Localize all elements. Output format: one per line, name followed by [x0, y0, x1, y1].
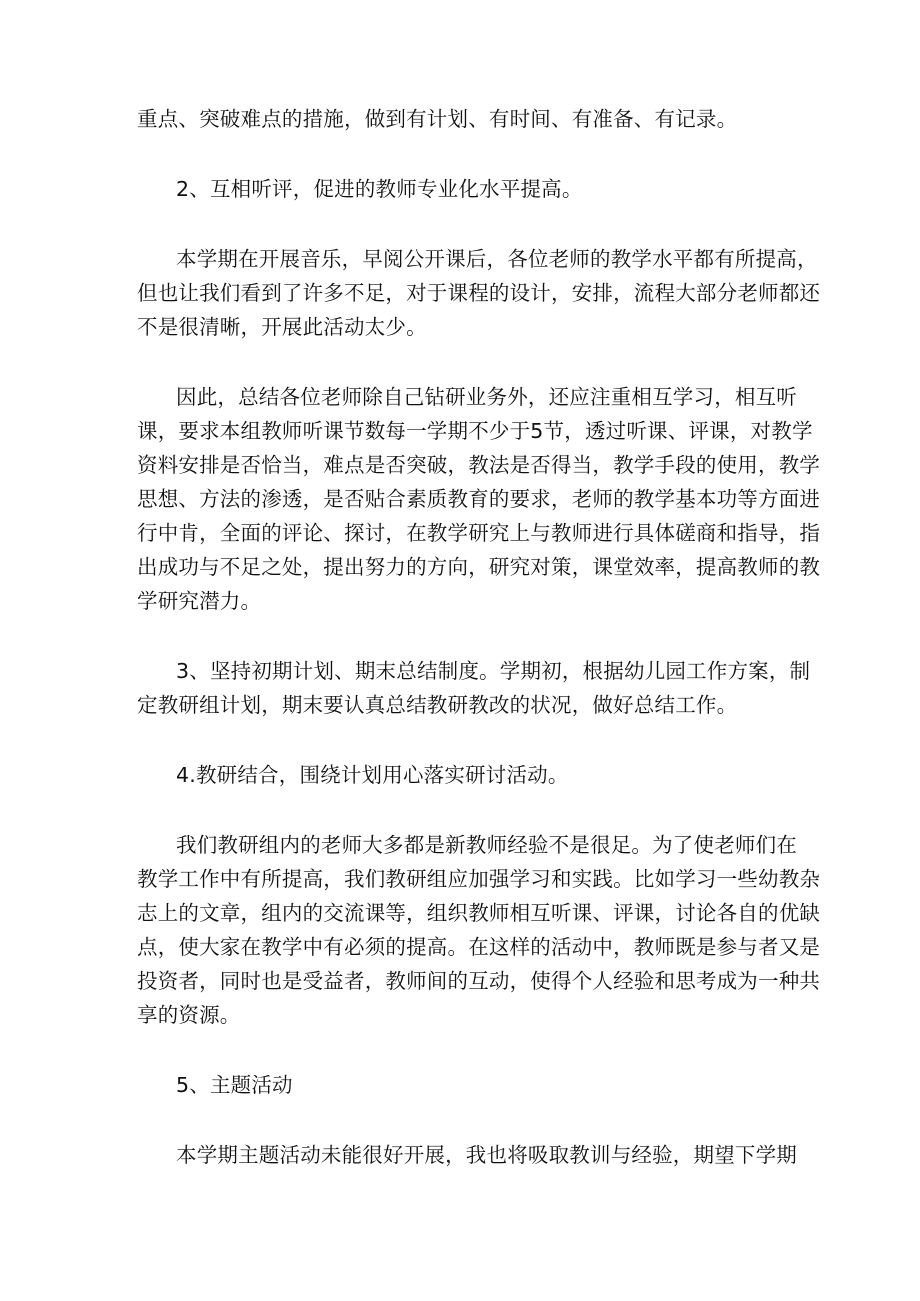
paragraph-gap [137, 722, 789, 758]
paragraph-gap [137, 344, 789, 380]
text-line: 出成功与不足之处，提出努力的方向，研究对策，课堂效率，提高教师的教 [137, 555, 821, 579]
paragraph-gap [137, 618, 789, 654]
text-line: 享的资源。 [137, 1003, 241, 1027]
paragraph-gap [137, 1102, 789, 1138]
paragraph-5 [137, 654, 811, 722]
paragraph-6 [137, 758, 789, 792]
text-line: 因此，总结各位老师除自己钻研业务外，还应注重相互学习，相互听 [176, 385, 797, 409]
text-line: 教学工作中有所提高，我们教研组应加强学习和实践。比如学习一些幼教杂 [137, 867, 821, 891]
document-body [137, 102, 821, 1172]
paragraph-gap [137, 136, 789, 172]
text-line: 投资者，同时也是受益者，教师间的互动，使得个人经验和思考成为一种共 [137, 969, 821, 993]
text-line: 但也让我们看到了许多不足，对于课程的设计，安排，流程大部分老师都还 [137, 281, 821, 305]
paragraph-3 [137, 242, 821, 344]
text-line: 定教研组计划，期末要认真总结教研教改的状况，做好总结工作。 [137, 693, 738, 717]
text-line: 5、主题活动 [176, 1073, 293, 1097]
paragraph-1 [137, 102, 789, 136]
text-line: 4.教研结合，围绕计划用心落实研讨活动。 [176, 763, 569, 787]
text-line: 不是很清晰，开展此活动太少。 [137, 315, 427, 339]
text-line: 本学期在开展音乐，早阅公开课后，各位老师的教学水平都有所提高， [176, 247, 818, 271]
paragraph-7 [137, 828, 821, 1032]
paragraph-gap [137, 206, 789, 242]
text-line: 资料安排是否恰当，难点是否突破，教法是否得当，教学手段的使用，教学 [137, 453, 821, 477]
text-line: 思想、方法的渗透，是否贴合素质教育的要求，老师的教学基本功等方面进 [137, 487, 821, 511]
text-line: 课，要求本组教师听课节数每一学期不少于5节，透过听课、评课，对教学 [137, 419, 813, 443]
paragraph-4 [137, 380, 821, 618]
text-line: 本学期主题活动未能很好开展，我也将吸取教训与经验，期望下学期 [176, 1143, 797, 1167]
paragraph-2 [137, 172, 789, 206]
text-line: 重点、突破难点的措施，做到有计划、有时间、有准备、有记录。 [137, 107, 738, 131]
text-line: 我们教研组内的老师大多都是新教师经验不是很足。为了使老师们在 [176, 833, 797, 857]
text-line: 3、坚持初期计划、期末总结制度。学期初，根据幼儿园工作方案，制 [176, 659, 811, 683]
paragraph-gap [137, 1032, 789, 1068]
text-line: 2、互相听评，促进的教师专业化水平提高。 [176, 177, 583, 201]
text-line: 学研究潜力。 [137, 589, 262, 613]
paragraph-gap [137, 792, 789, 828]
text-line: 点，使大家在教学中有必须的提高。在这样的活动中，教师既是参与者又是 [137, 935, 821, 959]
paragraph-9 [137, 1138, 797, 1172]
text-line: 志上的文章，组内的交流课等，组织教师相互听课、评课，讨论各自的优缺 [137, 901, 821, 925]
paragraph-8 [137, 1068, 789, 1102]
text-line: 行中肯，全面的评论、探讨，在教学研究上与教师进行具体磋商和指导，指 [137, 521, 821, 545]
